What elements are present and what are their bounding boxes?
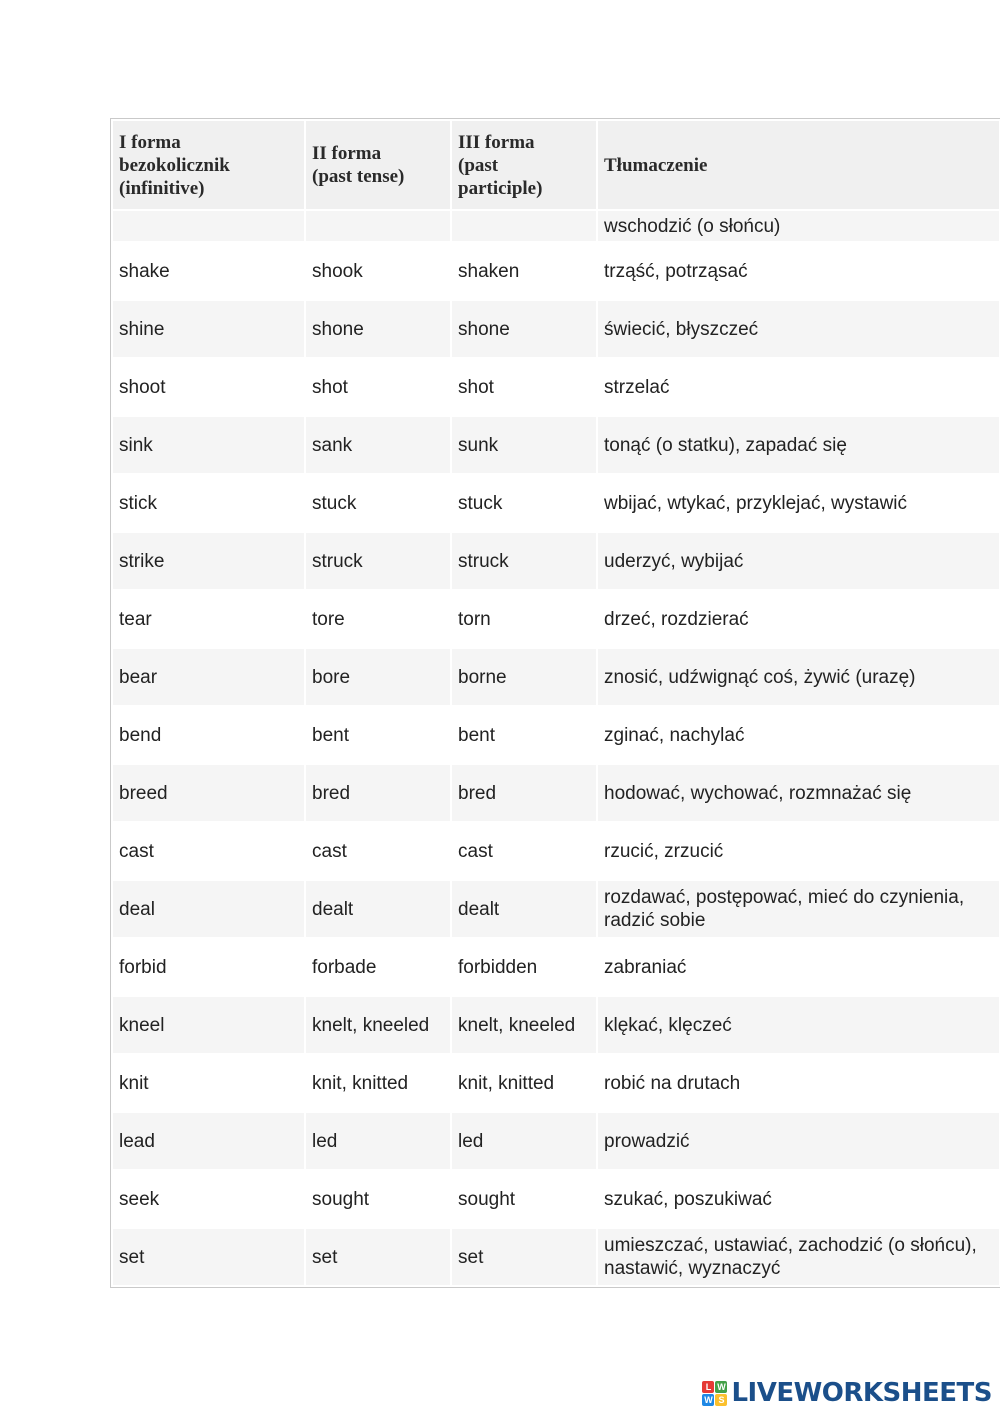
cell-translation: wbijać, wtykać, przyklejać, wystawić bbox=[598, 475, 999, 531]
table-row bbox=[113, 417, 999, 473]
cell-past-participle: borne bbox=[452, 649, 596, 705]
cell-translation: prowadzić bbox=[598, 1113, 999, 1169]
cell-past-tense: bent bbox=[306, 707, 450, 763]
cell-past-participle: dealt bbox=[452, 881, 596, 937]
table-row bbox=[113, 475, 999, 531]
cell-infinitive: bend bbox=[113, 707, 304, 763]
cell-infinitive: shake bbox=[113, 243, 304, 299]
cell-infinitive: deal bbox=[113, 881, 304, 937]
cell-past-participle: stuck bbox=[452, 475, 596, 531]
cell-past-tense: shook bbox=[306, 243, 450, 299]
cell-past-tense: led bbox=[306, 1113, 450, 1169]
cell-translation: znosić, udźwignąć coś, żywić (urazę) bbox=[598, 649, 999, 705]
cell-past-tense: shone bbox=[306, 301, 450, 357]
cell-past-tense: forbade bbox=[306, 939, 450, 995]
cell-infinitive: kneel bbox=[113, 997, 304, 1053]
cell-translation: tonąć (o statku), zapadać się bbox=[598, 417, 999, 473]
logo-icon-letter: W bbox=[704, 1394, 713, 1405]
cell-translation: zginać, nachylać bbox=[598, 707, 999, 763]
table-row bbox=[113, 881, 999, 937]
logo-icon-letter: L bbox=[702, 1381, 714, 1393]
table-row bbox=[113, 823, 999, 879]
logo-icon bbox=[702, 1381, 727, 1406]
cell-past-tense: bore bbox=[306, 649, 450, 705]
cell-translation: robić na drutach bbox=[598, 1055, 999, 1111]
cell-past-participle: struck bbox=[452, 533, 596, 589]
cell-past-participle: sought bbox=[452, 1171, 596, 1227]
cell-past-tense: shot bbox=[306, 359, 450, 415]
logo-icon-letter: S bbox=[715, 1394, 727, 1406]
table-row bbox=[113, 1171, 999, 1227]
cell-translation: hodować, wychować, rozmnażać się bbox=[598, 765, 999, 821]
cell-infinitive: breed bbox=[113, 765, 304, 821]
cell-past-tense: knit, knitted bbox=[306, 1055, 450, 1111]
cell-translation: rzucić, zrzucić bbox=[598, 823, 999, 879]
cell-translation: rozdawać, postępować, mieć do czynienia, radzić sobie bbox=[598, 881, 999, 937]
table-row bbox=[113, 301, 999, 357]
table-row bbox=[113, 533, 999, 589]
irregular-verbs-table bbox=[111, 119, 1000, 1287]
cell-translation: klękać, klęczeć bbox=[598, 997, 999, 1053]
cell-infinitive: set bbox=[113, 1229, 304, 1285]
table-row bbox=[113, 939, 999, 995]
table-row bbox=[113, 591, 999, 647]
header-past-tense: II forma (past tense) bbox=[306, 121, 450, 209]
cell-past-tense: tore bbox=[306, 591, 450, 647]
cell-translation: uderzyć, wybijać bbox=[598, 533, 999, 589]
cell-translation: strzelać bbox=[598, 359, 999, 415]
liveworksheets-logo bbox=[702, 1378, 992, 1408]
table-row bbox=[113, 765, 999, 821]
cell-past-tense: dealt bbox=[306, 881, 450, 937]
cell-translation: umieszczać, ustawiać, zachodzić (o słońcu), nastawić, wyznaczyć bbox=[598, 1229, 999, 1285]
cell-past-tense: knelt, kneeled bbox=[306, 997, 450, 1053]
cell-past-tense: bred bbox=[306, 765, 450, 821]
table-row bbox=[113, 997, 999, 1053]
header-infinitive: I forma bezokolicznik (infinitive) bbox=[113, 121, 304, 209]
cell-past-participle: shone bbox=[452, 301, 596, 357]
cell-infinitive: shoot bbox=[113, 359, 304, 415]
cell-infinitive: forbid bbox=[113, 939, 304, 995]
cell-past-participle: knelt, kneeled bbox=[452, 997, 596, 1053]
cell-translation: zabraniać bbox=[598, 939, 999, 995]
cell-infinitive: stick bbox=[113, 475, 304, 531]
cell-translation: szukać, poszukiwać bbox=[598, 1171, 999, 1227]
cell-past-participle: knit, knitted bbox=[452, 1055, 596, 1111]
cell-translation: drzeć, rozdzierać bbox=[598, 591, 999, 647]
cell-past-participle: bred bbox=[452, 765, 596, 821]
table-row bbox=[113, 707, 999, 763]
cell-past-participle: led bbox=[452, 1113, 596, 1169]
cell-infinitive: cast bbox=[113, 823, 304, 879]
table-header-row bbox=[113, 121, 999, 209]
logo-text: LIVEWORKSHEETS bbox=[731, 1378, 992, 1408]
cell-past-tense: cast bbox=[306, 823, 450, 879]
cell-past-participle: forbidden bbox=[452, 939, 596, 995]
cell-past-participle: sunk bbox=[452, 417, 596, 473]
cell-infinitive: tear bbox=[113, 591, 304, 647]
table-row bbox=[113, 211, 999, 241]
cell-past-participle: bent bbox=[452, 707, 596, 763]
cell-infinitive: strike bbox=[113, 533, 304, 589]
cell-infinitive: knit bbox=[113, 1055, 304, 1111]
cell-translation: świecić, błyszczeć bbox=[598, 301, 999, 357]
cell-past-participle bbox=[452, 211, 596, 241]
cell-past-participle: cast bbox=[452, 823, 596, 879]
cell-past-participle: torn bbox=[452, 591, 596, 647]
cell-past-tense: sought bbox=[306, 1171, 450, 1227]
header-past-participle: III forma (past participle) bbox=[452, 121, 596, 209]
logo-icon-letter: W bbox=[717, 1381, 726, 1392]
table-row bbox=[113, 1113, 999, 1169]
cell-infinitive: sink bbox=[113, 417, 304, 473]
cell-infinitive: shine bbox=[113, 301, 304, 357]
cell-translation: trząść, potrząsać bbox=[598, 243, 999, 299]
cell-translation: wschodzić (o słońcu) bbox=[598, 211, 999, 241]
cell-past-tense: sank bbox=[306, 417, 450, 473]
table-row bbox=[113, 649, 999, 705]
table-row bbox=[113, 1229, 999, 1285]
table-row bbox=[113, 359, 999, 415]
cell-past-participle: set bbox=[452, 1229, 596, 1285]
table-row bbox=[113, 1055, 999, 1111]
cell-past-participle: shot bbox=[452, 359, 596, 415]
verb-table-container bbox=[110, 118, 1000, 1288]
cell-past-tense: stuck bbox=[306, 475, 450, 531]
header-translation: Tłumaczenie bbox=[598, 121, 999, 209]
cell-past-tense: set bbox=[306, 1229, 450, 1285]
cell-infinitive bbox=[113, 211, 304, 241]
cell-infinitive: bear bbox=[113, 649, 304, 705]
cell-infinitive: seek bbox=[113, 1171, 304, 1227]
cell-infinitive: lead bbox=[113, 1113, 304, 1169]
cell-past-tense: struck bbox=[306, 533, 450, 589]
table-row bbox=[113, 243, 999, 299]
cell-past-tense bbox=[306, 211, 450, 241]
cell-past-participle: shaken bbox=[452, 243, 596, 299]
